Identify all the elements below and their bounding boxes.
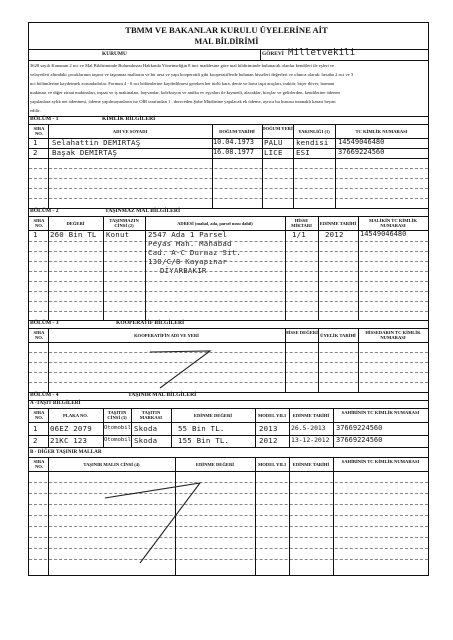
section2-title: BÖLÜM - 2 — [30, 208, 59, 214]
intro-line: nci bölümlerine kaydetmek zorundadırlar. Formun 4 - 6 ncı bölümlerine kaydedilmesi gereken her türlü kara, deniz ve hava taşıt araçları, traktör, biçer döver, harman — [30, 81, 335, 87]
intro-line: velayetleri altındaki çocuklarının taşınır ve taşınmaz mallarını ve bir arsa ve yapı kooperatifi gibi kooperatiflerde bulunan hisseleri değerleri ve olunca olarak: hesaba 2 nci ve 3 — [30, 72, 354, 78]
s2-row1-address-line2: Peyas Mah. Mahabad — [148, 239, 232, 248]
form-subtitle: MAL BİLDİRİMİ — [194, 37, 259, 46]
gorevi-label: GÖREVİ — [262, 51, 284, 57]
gorevi-value: Milletvekili — [288, 48, 356, 58]
section1-title: BÖLÜM - 1 — [30, 116, 59, 122]
intro-line: yapılanlara aylık net ödenmesi, ödeme yapılmayanların ise OİB tarafından 1 . dereceden Şube Müdürüne yapılacak ek ödeme, ayrıca bu hususu tutanaklı kasası beyan — [30, 99, 336, 105]
s1-col-relation: YAKINLIĞI (1) — [298, 129, 330, 134]
s1-col-no: SIRA NO. — [33, 126, 45, 136]
s2-row1-address-line3: Cad. A-C Durmaz Sit. — [148, 248, 241, 257]
s1-row1-birth-date: 10.04.1973 — [213, 138, 254, 146]
s1-row1-no: 1 — [33, 138, 38, 147]
section4-b-label: B - DİĞER TAŞINIR MALLAR — [30, 449, 102, 455]
s4a-row2-value: 155 Bin TL. — [178, 436, 230, 445]
section4-subtitle: TAŞINIR MAL BİLGİLERİ — [128, 392, 197, 398]
s2-row1-no: 1 — [33, 230, 38, 239]
s4a-col-model: MODEL YILI — [257, 413, 287, 418]
s1-row1-birth-place: PALU — [264, 138, 283, 147]
s4b-col-value: EDİNME DEĞERİ — [195, 462, 235, 467]
s4a-row1-model: 2013 — [259, 424, 278, 433]
s4b-col-model: MODEL YILI — [257, 462, 287, 467]
s4a-row2-plate: 21KC 123 — [50, 436, 88, 445]
s4a-col-kind: TAŞITIN CİNSİ (3) — [107, 410, 127, 420]
s1-row2-tc: 37669224560 — [338, 148, 385, 156]
s4a-col-date: EDİNME TARİHİ — [292, 413, 330, 418]
s4a-col-no: SIRA NO. — [33, 410, 45, 420]
s3-col-coop: KOOPERATİFİN ADI VE YERİ — [134, 333, 199, 338]
s2-col-tc: MALİKİN TC KİMLİK NUMARASI — [369, 218, 417, 228]
s3-col-no: SIRA NO. — [33, 330, 45, 340]
s4a-row2-kind: Otomobil — [104, 437, 131, 443]
s1-row1-tc: 14549046480 — [338, 138, 385, 146]
s3-col-tc: HİSSEDARIN TC KİMLİK NUMARASI — [365, 330, 421, 340]
s1-col-birth-place: DOĞUM YERİ — [262, 126, 293, 131]
s2-col-value: DEĞERİ — [66, 221, 85, 226]
s1-row2-no: 2 — [33, 148, 38, 157]
s2-row1-value: 260 Bin TL — [50, 230, 97, 239]
s2-row1-date: 2012 — [325, 230, 344, 239]
s4a-col-plate: PLAKA NO. — [62, 413, 88, 418]
s4a-row1-date: 26.5-2013 — [291, 424, 326, 432]
intro-line: makinası ve diğer ziraat makinaları, inşaat ve iş makinaları, hayvanlar, koleksiyon ve antika ev eşyaları ile kıymetli, alacaklar, borçlar ve gelirlerden, kendilerine ödenen — [30, 90, 340, 96]
s4a-row1-plate: 06EZ 2079 — [50, 424, 92, 433]
s2-col-address: ADRESİ (mahal, ada, parsel nosu dahil) — [177, 221, 253, 226]
s4a-row2-date: 13-12-2012 — [291, 436, 330, 444]
s2-row1-type: Konut — [106, 230, 130, 239]
s4a-row2-tc: 37669224560 — [336, 436, 383, 444]
s2-row1-address-line1: 2547 Ada 1 Parsel — [148, 230, 228, 239]
s2-row1-address-line4: 130/C/8 Kayapınar — [148, 257, 228, 266]
s2-col-share: HİSSE MİKTARI — [291, 218, 312, 228]
s4b-col-no: SIRA NO. — [33, 459, 45, 469]
s1-row2-name: Başak DEMİRTAŞ — [52, 148, 118, 157]
s4a-col-value: EDİNME DEĞERİ — [193, 413, 233, 418]
s1-row2-relation: ESİ — [296, 148, 310, 157]
s4a-row2-model: 2012 — [259, 436, 278, 445]
intro-line: 3628 sayılı Kanunun 2 nci ve Mal Bildiriminde Bulunulması Hakkında Yönetmeliğin 8 inci maddesine göre mal bildiriminde bulunacak olanlar kendileri ile eşleri ve — [30, 63, 335, 68]
s2-col-no: SIRA NO. — [33, 218, 45, 228]
s2-row1-tc: 14549046480 — [360, 230, 407, 238]
s1-row2-birth-date: 16.08.1977 — [213, 148, 254, 156]
section4-a-label: A -TAŞIT BİLGİLERİ — [30, 400, 81, 406]
intro-line: edilir. — [30, 108, 41, 114]
s3-col-date: ÜYELİK TARİHİ — [320, 333, 356, 338]
s3-col-share: HİSSE DEĞERİ — [285, 330, 318, 335]
section4-title: BÖLÜM - 4 — [30, 392, 59, 398]
kurumu-label: KURUMU — [102, 51, 127, 57]
s4a-row1-no: 1 — [33, 424, 38, 433]
s4a-col-tc: SAHİBİNİN TC KİMLİK NUMARASI — [341, 410, 420, 415]
s1-row1-name: Selahattin DEMİRTAŞ — [52, 138, 141, 147]
s2-row1-share: 1/1 — [292, 230, 306, 239]
section3-subtitle: KOOPERATİF BİLGİLERİ — [116, 320, 185, 326]
section1-subtitle: KİMLİK BİLGİLERİ — [102, 116, 156, 122]
s1-col-tc: TC KİMLİK NUMARASI — [355, 129, 408, 134]
s4a-row1-value: 55 Bin TL. — [178, 424, 225, 433]
s4b-col-date: EDİNME TARİHİ — [292, 462, 330, 467]
section2-subtitle: TAŞINMAZ MAL BİLGİLERİ — [105, 208, 181, 214]
s1-row2-birth-place: LİCE — [264, 148, 283, 157]
s4a-col-brand: TAŞITIN MARKASI — [139, 410, 163, 420]
s2-col-type: TAŞINMAZIN CİNSİ (2) — [109, 218, 139, 228]
s4a-row2-no: 2 — [33, 436, 38, 445]
s4a-row1-brand: Skoda — [134, 424, 158, 433]
s4b-col-kind: TAŞINIR MALIN CİNSİ (4) — [83, 462, 140, 467]
s1-col-name: ADI VE SOYADI — [112, 129, 148, 134]
section3-title: BÖLÜM - 3 — [30, 320, 59, 326]
form-title: TBMM VE BAKANLAR KURULU ÜYELERİNE AİT — [125, 25, 328, 35]
s4b-col-tc: SAHİBİNİN TC KİMLİK NUMARASI — [341, 459, 420, 464]
s2-col-date: EDİNME TARİHİ — [319, 221, 357, 226]
s4a-row1-tc: 37669224560 — [336, 424, 383, 432]
s4a-row1-kind: Otomobil — [104, 425, 131, 431]
s2-row1-address-line5: DİYARBAKIR — [160, 266, 207, 275]
s1-col-birth-date: DOĞUM TARİHİ — [219, 129, 255, 134]
s1-row1-relation: kendisi — [296, 138, 329, 147]
s4a-row2-brand: Skoda — [134, 436, 158, 445]
